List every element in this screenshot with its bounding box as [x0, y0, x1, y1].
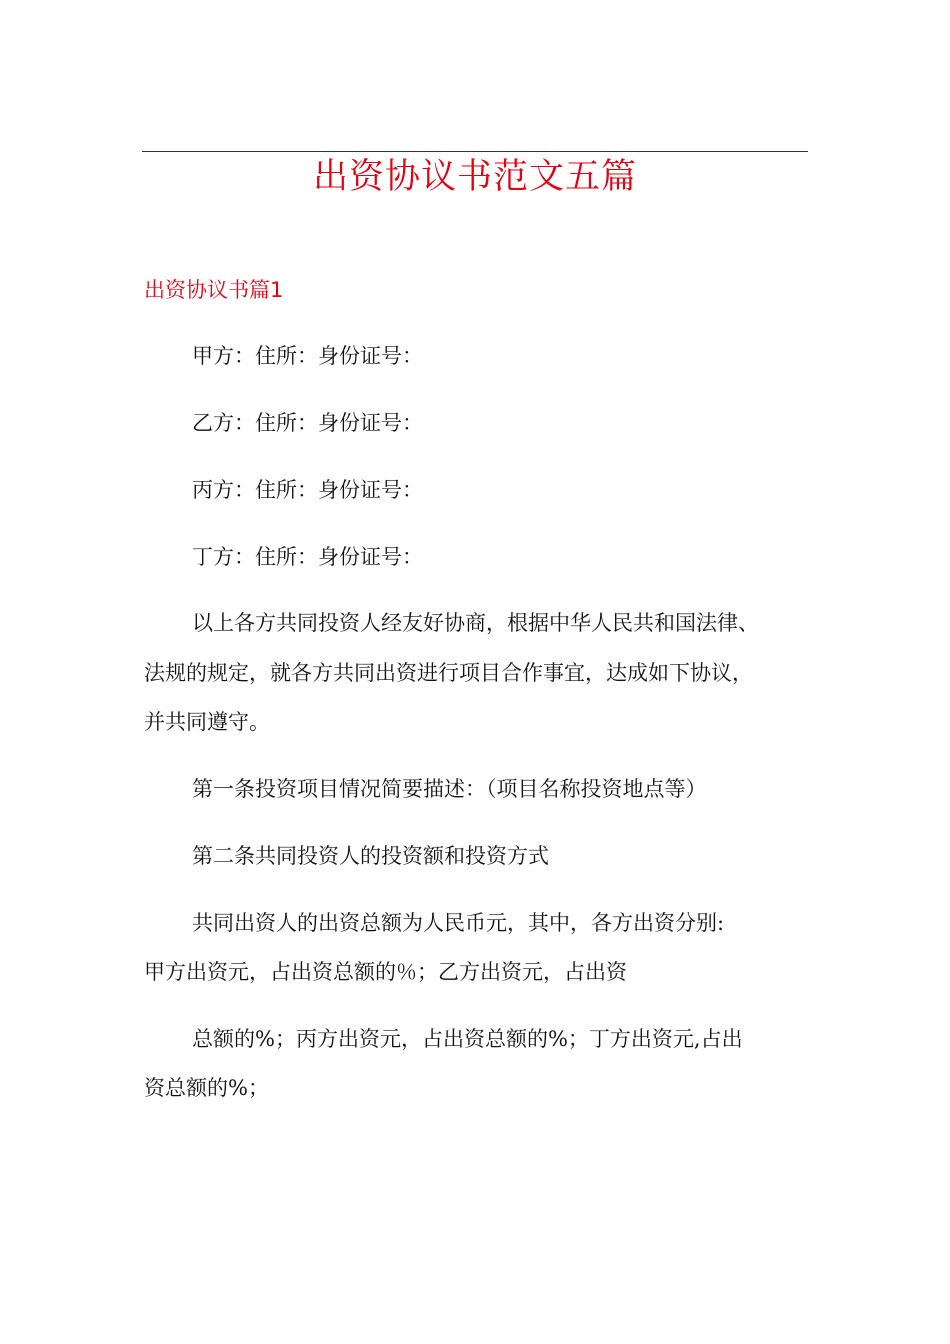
party-yi: 乙方：住所：身份证号：	[192, 411, 423, 435]
party-jia: 甲方：住所：身份证号：	[192, 344, 423, 368]
intro-line-1: 以上各方共同投资人经友好协商，根据中华人民共和国法律、	[192, 611, 759, 635]
total-line-1: 共同出资人的出资总额为人民币元，其中，各方出资分别:	[192, 911, 725, 935]
section-heading: 出资协议书篇1	[144, 278, 284, 302]
intro-line-3: 并共同遵守。	[144, 710, 270, 734]
party-bing: 丙方：住所：身份证号：	[192, 478, 423, 502]
document-title: 出资协议书范文五篇	[312, 157, 637, 197]
total-line-2: 甲方出资元，占出资总额的％；乙方出资元，占出资	[144, 960, 627, 984]
intro-line-2: 法规的规定，就各方共同出资进行项目合作事宜，达成如下协议，	[144, 661, 753, 685]
article-1: 第一条投资项目情况简要描述：（项目名称投资地点等）	[192, 777, 707, 801]
article-2: 第二条共同投资人的投资额和投资方式	[192, 844, 549, 868]
share-line-2: 资总额的%；	[144, 1076, 269, 1100]
party-ding: 丁方：住所：身份证号：	[192, 545, 423, 569]
share-line-1: 总额的%；丙方出资元，占出资总额的%；丁方出资元,占出	[192, 1027, 743, 1051]
